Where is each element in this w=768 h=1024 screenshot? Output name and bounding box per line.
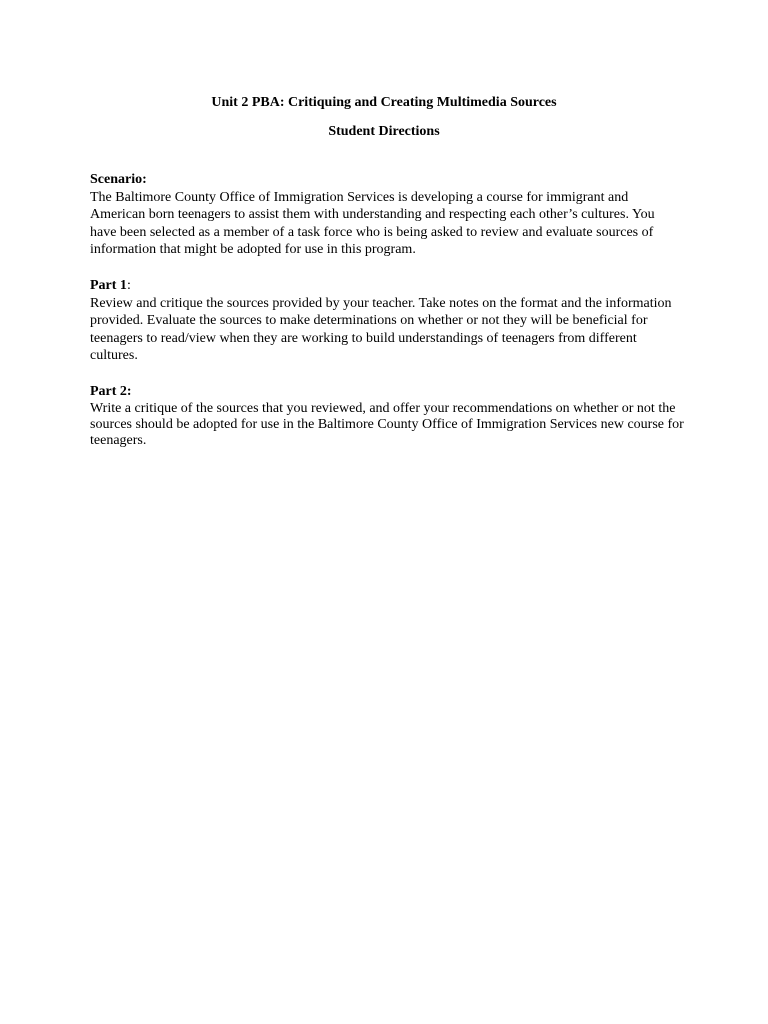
part2-body bbox=[90, 401, 690, 449]
part1-line-2: provided. Evaluate the sources to make determinations on whether or not they will be beneficial for bbox=[90, 313, 648, 328]
scenario-section bbox=[90, 171, 690, 259]
part1-heading: Part 1 bbox=[90, 278, 127, 293]
part1-heading-line bbox=[90, 277, 690, 295]
part2-line-1: Write a critique of the sources that you reviewed, and offer your recommendations on whether or not the bbox=[90, 400, 676, 416]
scenario-line-3: have been selected as a member of a task force who is being asked to review and evaluate sources of bbox=[90, 224, 654, 240]
document-subtitle: Student Directions bbox=[328, 124, 440, 139]
part1-heading-colon: : bbox=[126, 278, 131, 293]
part1-section bbox=[90, 277, 690, 365]
scenario-line-4: information that might be adopted for use in this program. bbox=[90, 242, 416, 257]
part2-section bbox=[90, 383, 690, 449]
part2-heading: Part 2: bbox=[90, 384, 132, 399]
scenario-heading: Scenario: bbox=[90, 172, 147, 187]
document-title: Unit 2 PBA: Critiquing and Creating Multimedia Sources bbox=[211, 95, 557, 110]
part1-line-3: teenagers to read/view when they are working to build understandings of teenagers from different bbox=[90, 330, 637, 346]
part2-line-3: teenagers. bbox=[90, 432, 147, 448]
scenario-line-2: American born teenagers to assist them with understanding and respecting each other’s cultures. You bbox=[90, 207, 655, 222]
part2-line-2: sources should be adopted for use in the Baltimore County Office of Immigration Services new course for bbox=[90, 416, 684, 432]
scenario-line-1: The Baltimore County Office of Immigration Services is developing a course for immigrant and bbox=[90, 189, 629, 205]
part1-line-4: cultures. bbox=[90, 348, 138, 363]
part1-line-1: Review and critique the sources provided by your teacher. Take notes on the format and the information bbox=[90, 295, 672, 311]
